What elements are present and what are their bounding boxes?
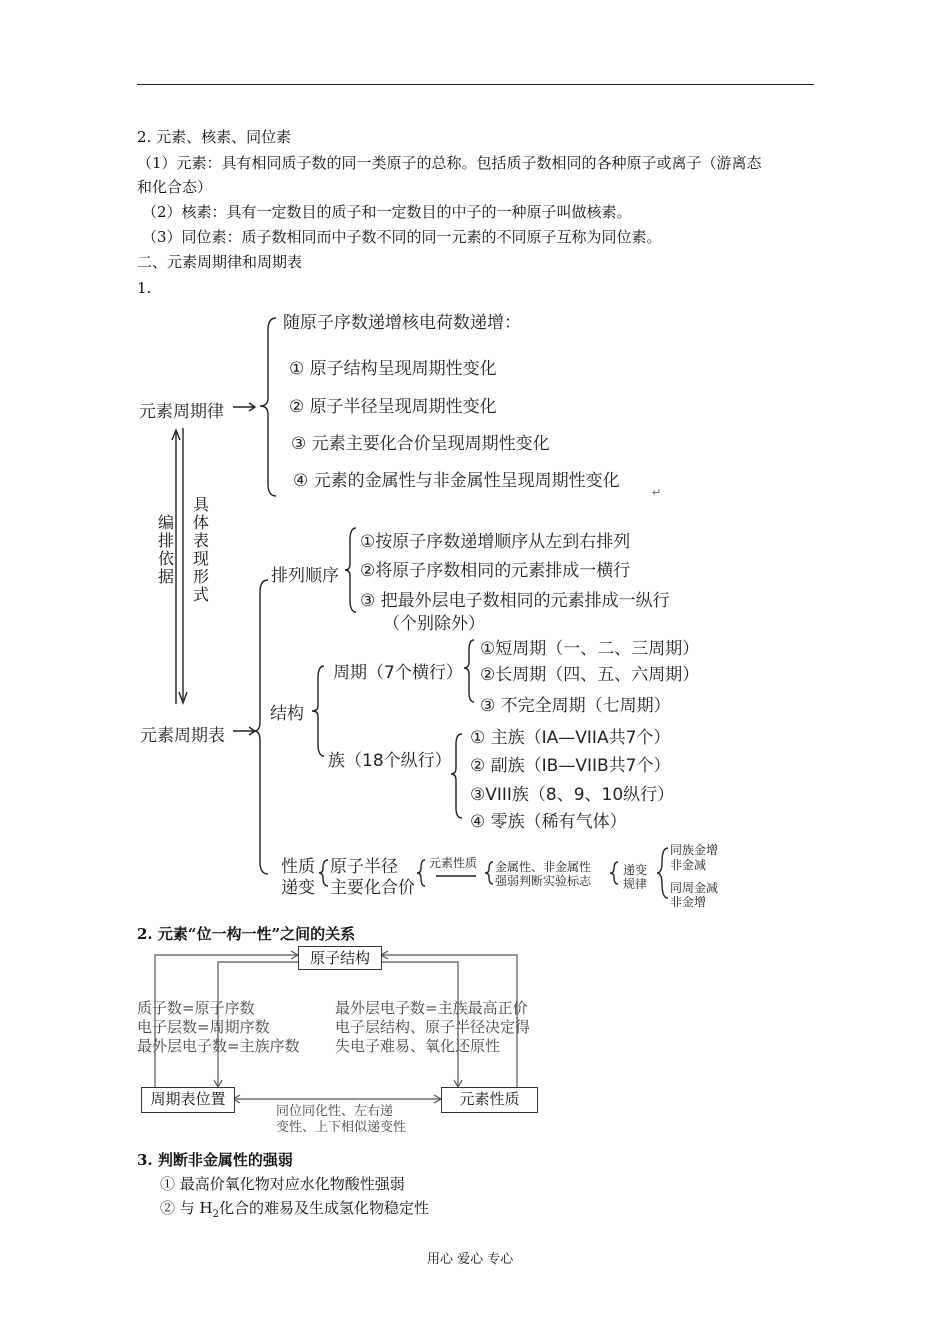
law-heading: 随原子序数递增核电荷数递增： [283,313,521,333]
order-label: 排列顺序 [271,566,339,586]
structure-label: 结构 [270,704,304,724]
trend-text: 非金增 [670,895,707,909]
relation-text: 变性、上下相似递变性 [276,1120,407,1135]
law-item: ② 原子半径呈现周期性变化 [289,397,497,417]
paragraph: （2）核素：具有一定数目的质子和一定数目的中子的一种原子叫做核素。 [142,203,632,221]
period-item: ③ 不完全周期（七周期） [480,696,671,716]
prop-label: 性质 [281,857,315,877]
group-item: ④ 零族（稀有气体） [470,812,627,832]
return-mark: ↵ [652,486,662,499]
element-property-box: 元素性质 [441,1087,538,1113]
paragraph: 和化合态） [137,178,213,196]
prop-label: 递变 [281,878,315,898]
section-heading: 2. 元素“位一构一性”之间的关系 [137,925,356,943]
law-item: ① 原子结构呈现周期性变化 [289,359,497,379]
relation-text: 电子层数=周期序数 [137,1018,270,1036]
relation-text: 最外层电子数=主族最高正价 [335,999,528,1017]
group-item: ① 主族（IA—VIIA共7个） [470,728,671,748]
order-item: （个别除外） [383,614,485,634]
order-item: ①按原子序数递增顺序从左到右排列 [360,532,631,552]
relation-text: 电子层结构、原子半径决定得 [335,1018,531,1036]
section-heading: 2. 元素、核素、同位素 [137,128,292,146]
metal-text: 金属性、非金属性 [495,860,592,874]
period-item: ②长周期（四、五、六周期） [480,665,700,685]
atom-structure-box: 原子结构 [298,946,382,970]
trend-text: 同周金减 [670,881,719,895]
period-item: ①短周期（一、二、三周期） [480,639,700,659]
prop-radius: 原子半径 [330,857,398,877]
relation-text: 质子数=原子序数 [137,999,255,1017]
law-label: 元素周期律 [139,402,224,422]
table-label: 元素周期表 [140,726,225,746]
section-heading: 二、元素周期律和周期表 [137,253,303,271]
basis-label: 编排依据 [157,513,174,586]
group-item: ② 副族（IB—VIIB共7个） [470,756,671,776]
paragraph: （1）元素：具有相同质子数的同一类原子的总称。包括质子数相同的各种原子或离子（游离态 [137,154,762,172]
item-number: 1. [137,279,152,297]
relation-text: 失电子难易、氧化还原性 [335,1037,501,1055]
group-label: 族（18个纵行） [328,751,452,771]
order-item: ③ 把最外层电子数相同的元素排成一纵行 [360,591,670,611]
section-heading: 3. 判断非金属性的强弱 [137,1151,293,1169]
rule-text: 递变 [623,863,648,877]
order-item: ②将原子序数相同的元素排成一横行 [360,561,631,581]
paragraph: （3）同位素：质子数相同而中子数不同的同一元素的不同原子互称为同位素。 [142,228,662,246]
list-item: ② 与 $H_2$化合的难易及生成氢化物稳定性 [160,1199,430,1220]
relation-text: 同位同化性、左右递 [276,1104,394,1119]
law-item: ③ 元素主要化合价呈现周期性变化 [291,434,550,454]
form-label: 具体表现形式 [192,495,209,604]
relation-text: 最外层电子数=主族序数 [137,1037,300,1055]
table-position-box: 周期表位置 [141,1087,235,1113]
law-item: ④ 元素的金属性与非金属性呈现周期性变化 [293,471,620,491]
rule-text: 规律 [623,877,648,891]
prop-valence: 主要化合价 [330,878,415,898]
metal-text: 强弱判断实验标志 [495,874,592,888]
trend-text: 同族金增 [670,843,719,857]
list-item: ① 最高价氧化物对应水化物酸性强弱 [160,1175,405,1193]
page-footer: 用心 爱心 专心 [427,1252,514,1267]
trend-text: 非金减 [670,858,707,872]
group-item: ③VIII族（8、9、10纵行） [470,785,675,805]
element-property: 元素性质 [429,856,478,870]
period-label: 周期（7个横行） [333,663,463,683]
